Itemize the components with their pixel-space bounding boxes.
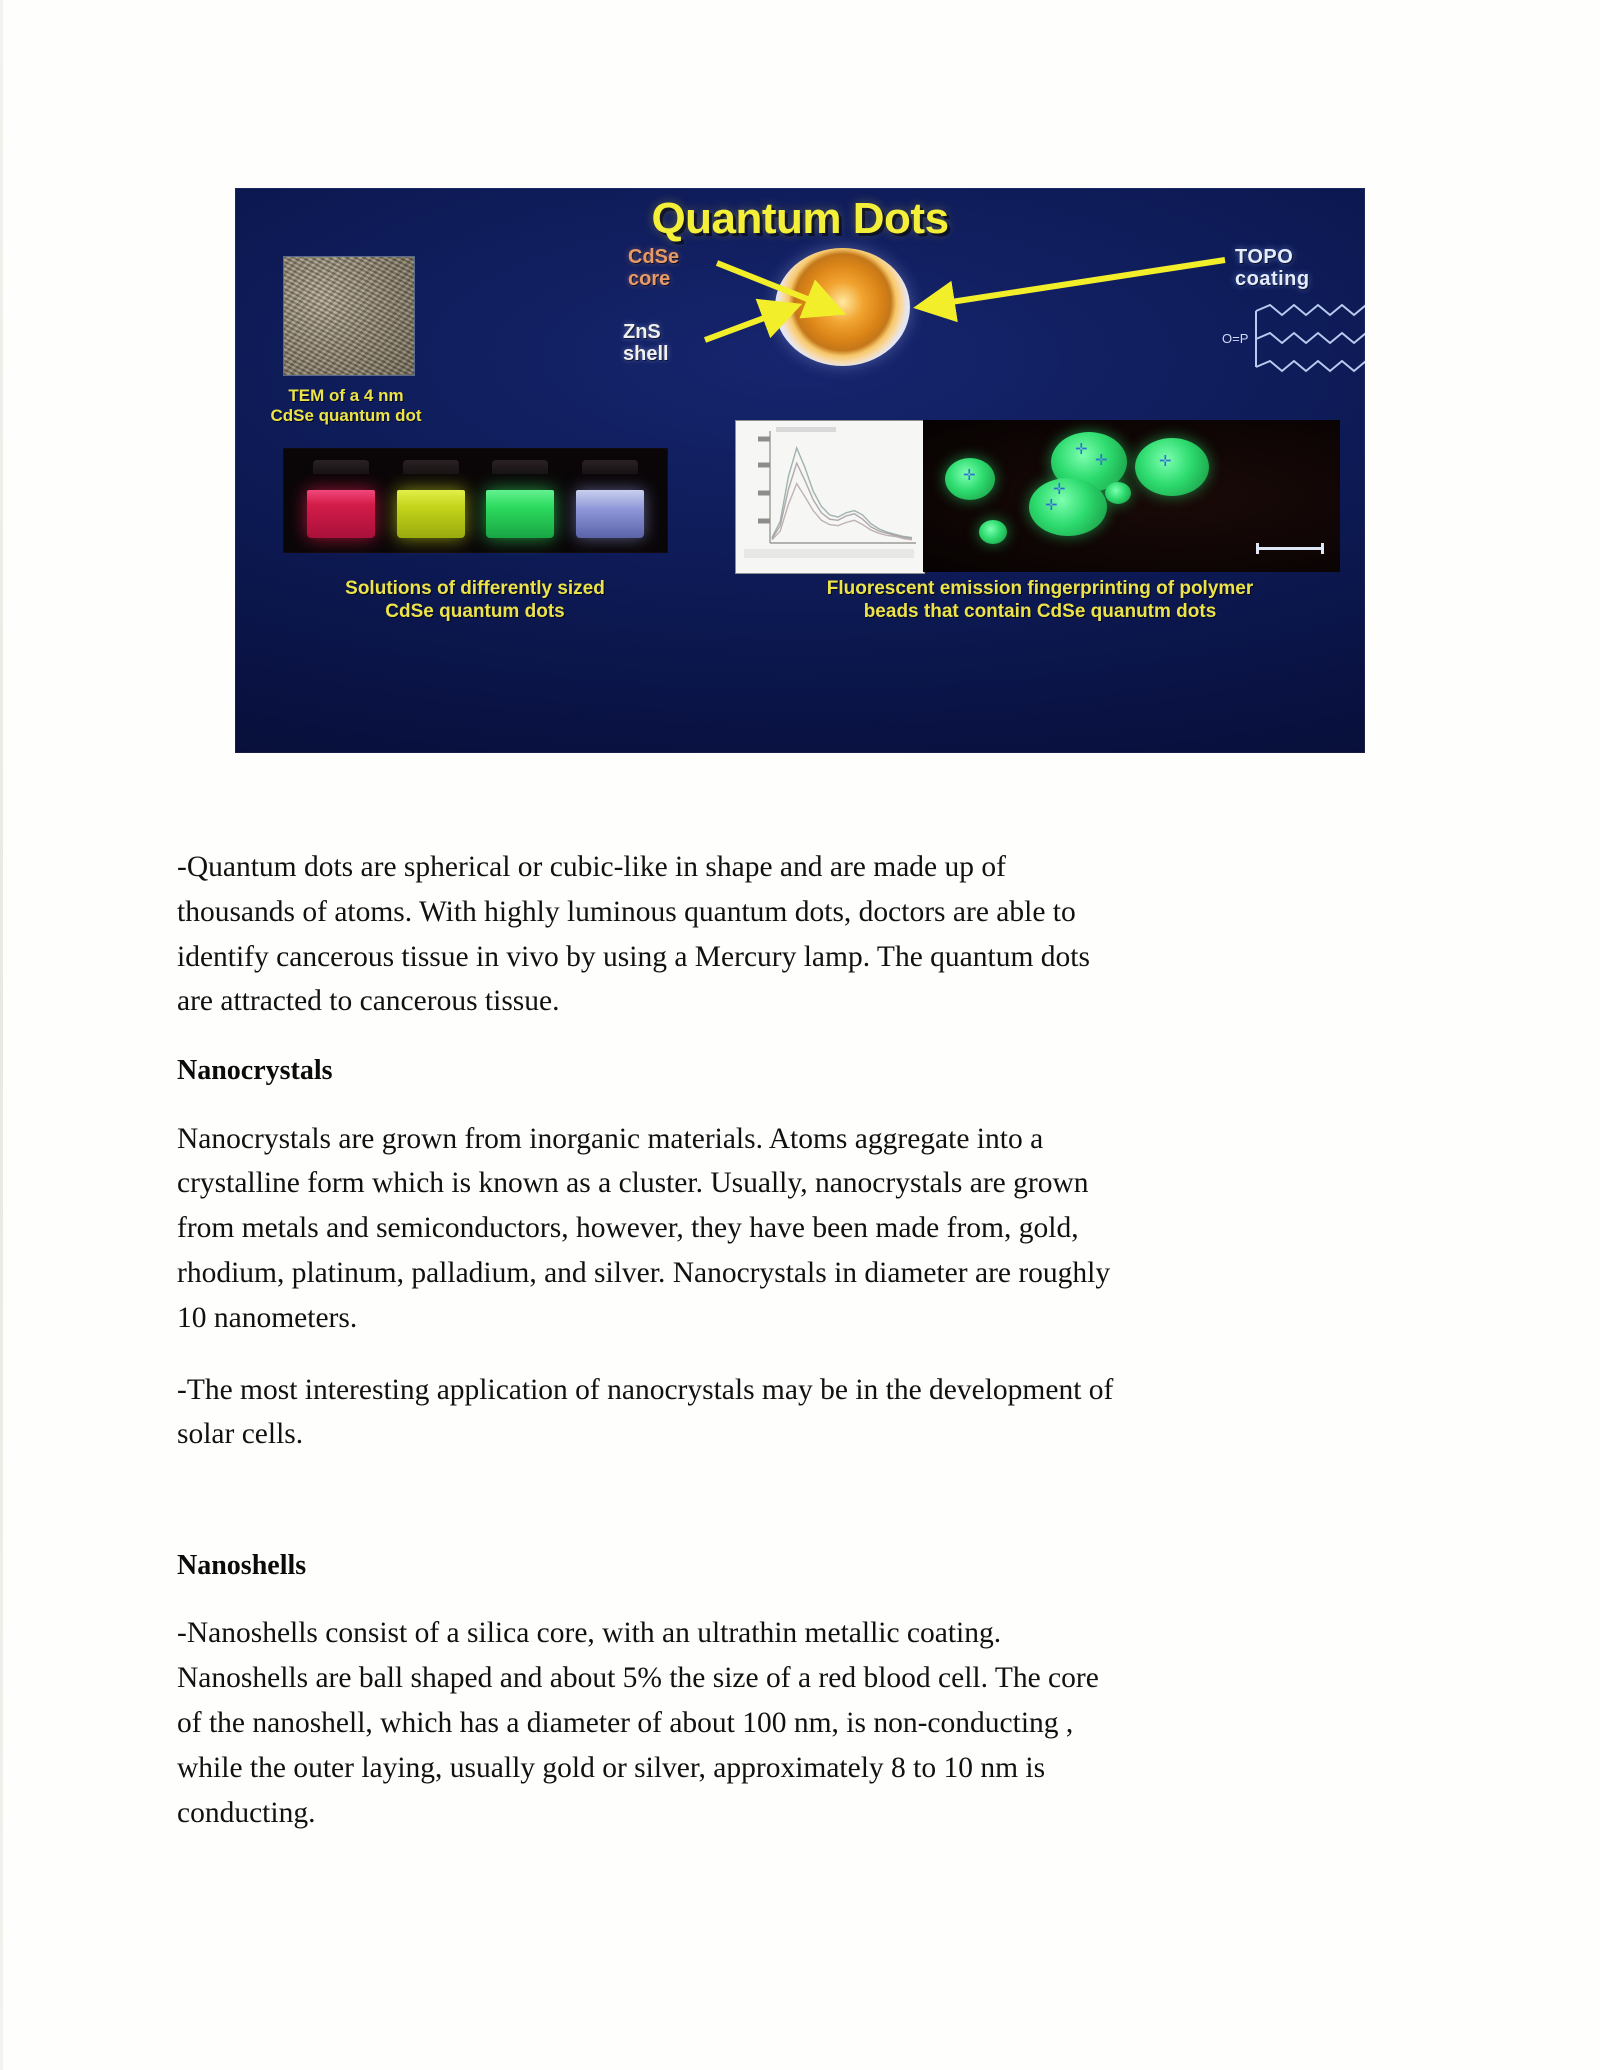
- cdse-core-label-line-1: CdSe: [628, 246, 680, 268]
- quantum-dots-figure: [235, 188, 1365, 753]
- vial-red: [307, 470, 375, 538]
- tem-caption: [251, 386, 441, 425]
- fluorescence-micrograph: [923, 420, 1340, 572]
- bead-marker-6: ✛: [1045, 497, 1058, 514]
- vials-caption-line-1: Solutions of differently sized: [345, 578, 605, 599]
- cdse-core-label: [628, 246, 679, 291]
- quantum-dot-solutions-photo: [283, 448, 668, 553]
- vial-red-liquid: [307, 490, 375, 538]
- emission-spectrum-plot: [735, 420, 925, 574]
- bead-right-edge: [1135, 438, 1209, 496]
- vial-yellow-green-liquid: [397, 490, 465, 538]
- bead-small-attached: [1105, 482, 1131, 504]
- fluorescence-panel: [735, 420, 1340, 572]
- fluorescence-caption: [715, 578, 1365, 624]
- vials-caption-line-2: CdSe quantum dots: [385, 600, 565, 622]
- zns-shell-label-line-2: shell: [623, 343, 669, 366]
- fluorescence-caption-line-1: Fluorescent emission fingerprinting of polymer: [826, 578, 1254, 599]
- bead-marker-4: ✛: [963, 467, 976, 484]
- topo-molecule-structure: [1220, 293, 1365, 383]
- fluorescence-caption-line-2: beads that contain CdSe quanutm dots: [863, 600, 1217, 622]
- page-left-rule: [0, 0, 3, 2070]
- bead-marker-3: ✛: [1159, 453, 1172, 470]
- bead-marker-2: ✛: [1095, 452, 1108, 469]
- vial-green-liquid: [486, 490, 554, 538]
- vial-green: [486, 470, 554, 538]
- vial-yellow-green: [397, 470, 465, 538]
- tem-caption-line-1: TEM of a 4 nm: [288, 386, 404, 405]
- section-spacer: [177, 1484, 1117, 1546]
- bead-marker-1: ✛: [1075, 441, 1088, 458]
- vial-blue: [576, 470, 644, 538]
- tem-caption-line-2: CdSe quantum dot: [270, 405, 422, 425]
- spectrum-trace-3: [772, 484, 912, 540]
- cdse-core-label-line-2: core: [628, 268, 671, 291]
- topo-coating-label: TOPO coating: [1235, 246, 1310, 291]
- nanocrystals-heading: Nanocrystals: [177, 1055, 333, 1087]
- scale-bar: [1256, 547, 1324, 550]
- topo-oxygen-phosphorus-label: O=P: [1222, 331, 1249, 346]
- vial-blue-liquid: [576, 490, 644, 538]
- tem-micrograph-image: [283, 256, 415, 376]
- document-body: [177, 845, 1117, 1863]
- vials-caption: [255, 578, 695, 624]
- spectrum-trace-2: [772, 463, 912, 539]
- emission-spectrum-svg: [736, 421, 924, 573]
- solar-cells-paragraph: -The most interesting application of nanocrystals may be in the development of solar cells.: [177, 1373, 1114, 1451]
- bead-bottom-small: [979, 520, 1007, 544]
- zns-shell-label: [623, 321, 669, 366]
- spectrum-traces: [772, 448, 912, 540]
- nanoshells-heading: Nanoshells: [177, 1550, 307, 1582]
- nanoshells-paragraph: -Nanoshells consist of a silica core, with an ultrathin metallic coating. Nanoshells are ball shaped and about 5% the size of a red blood cell. The core of the nanoshell, which has a diameter of about 100 nm, is non-conducting , while the outer laying, usually gold or silver, approximately 8 to 10 nm is conducting.: [177, 1617, 1099, 1829]
- quantum-dots-paragraph: -Quantum dots are spherical or cubic-like in shape and are made up of thousands of atoms. With highly luminous quantum dots, doctors are able to identify cancerous tissue in vivo by using a Mercury lamp. The quantum dots are attracted to cancerous tissue.: [177, 851, 1090, 1018]
- nanocrystals-paragraph: Nanocrystals are grown from inorganic materials. Atoms aggregate into a crystalline form which is known as a cluster. Usually, nanocrystals are grown from metals and semiconductors, however, they have been made from, gold, rhodium, platinum, palladium, and silver. Nanocrystals in diameter are roughly 10 nanometers.: [177, 1122, 1111, 1334]
- core-shell-particle-diagram: [775, 248, 910, 366]
- bead-large-lower: [1029, 478, 1107, 536]
- bead-marker-5: ✛: [1053, 481, 1066, 498]
- figure-title: Quantum Dots: [651, 194, 949, 243]
- tem-inset: [270, 256, 441, 425]
- zns-shell-label-line-1: ZnS: [623, 321, 661, 343]
